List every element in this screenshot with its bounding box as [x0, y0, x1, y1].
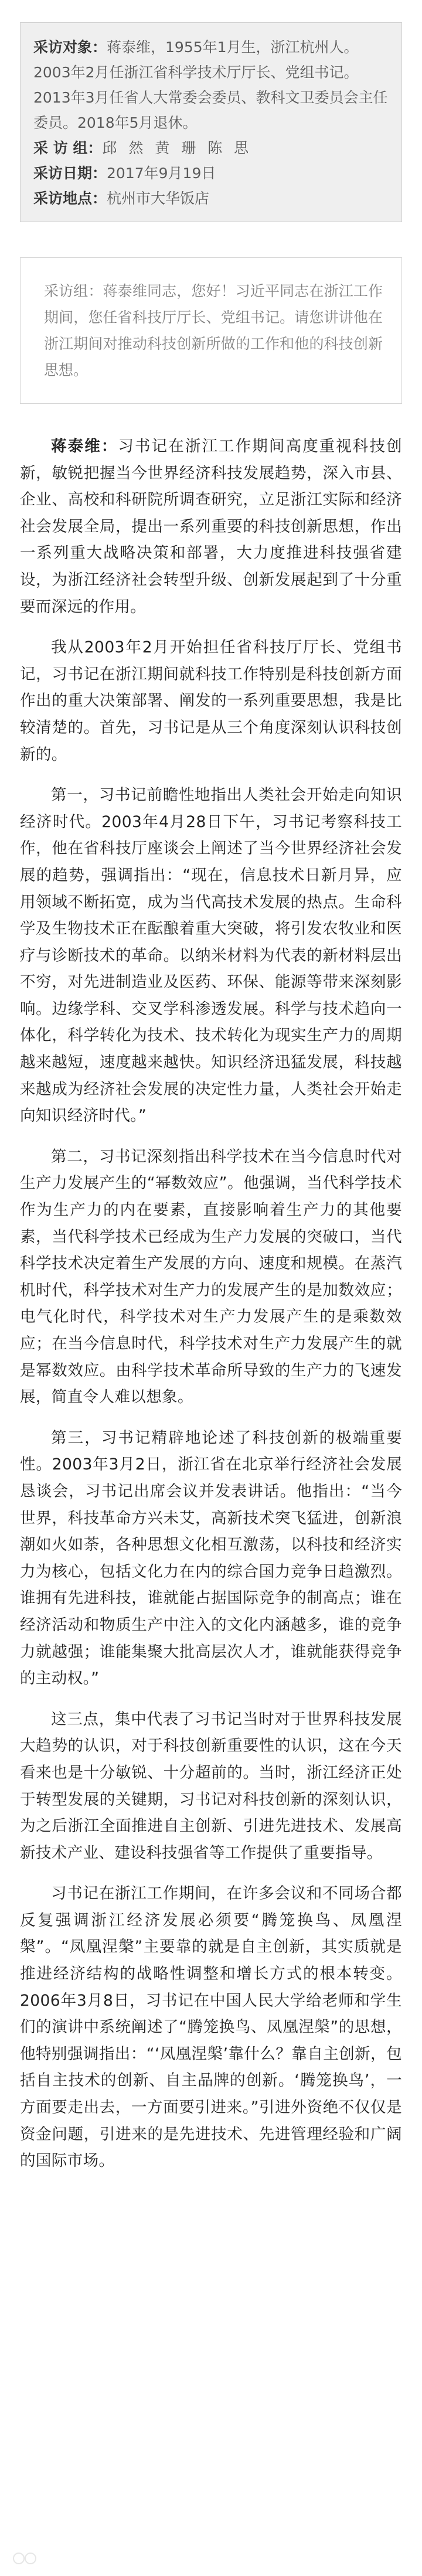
speaker-name: 蒋泰维： [51, 437, 118, 455]
info-label: 采访日期： [33, 165, 107, 182]
interview-question-box: 采访组：蒋泰维同志，您好！习近平同志在浙江工作期间，您任省科技厅厅长、党组书记。请您讲讲他在浙江期间对推动科技创新所做的工作和他的科技创新思想。 [20, 257, 402, 404]
article-paragraph: 我从2003年2月开始担任省科技厅厅长、党组书记，习书记在浙江期间就科技工作特别是科技创新方面作出的重大决策部署、阐发的一系列重要思想，我是比较清楚的。首先，习书记是从三个角度深刻认识科技创新的。 [20, 638, 402, 764]
article-paragraph: 第二，习书记深刻指出科学技术在当今信息时代对生产力发展产生的“幂数效应”。他强调，当代科学技术作为生产力的内在要素，直接影响着生产力的其他要素，当代科学技术已经成为生产力发展的突破口，当代科学技术决定着生产发展的方向、速度和规模。在蒸汽机时代，科学技术对生产力的发展产生的是加数效应；电气化时代，科学技术对生产力发展产生的是乘数效应；在当今信息时代，科学技术对生产力发展产生的就是幂数效应。由科学技术革命所导致的生产力的飞速发展，简直令人难以想象。 [20, 1147, 402, 1407]
info-row-subject [33, 35, 390, 135]
info-value: 2017年9月19日 [107, 165, 216, 182]
info-value: 蒋泰维，1955年1月生，浙江杭州人。2003年2月任浙江省科学技术厅厅长、党组书记。2013年3月任省人大常委会委员、教科文卫委员会主任委员。2018年5月退休。 [33, 39, 388, 131]
info-value: 杭州市大华饭店 [107, 190, 210, 207]
article-body [20, 433, 402, 2175]
article-paragraph: 第三，习书记精辟地论述了科技创新的极端重要性。2003年3月2日，浙江省在北京举行经济社会发展恳谈会，习书记出席会议并发表讲话。他指出：“当今世界，科技革命方兴未艾，高新技术突飞猛进，创新浪潮如火如荼，各种思想文化相互激荡，以科技和经济实力为核心，包括文化力在内的综合国力竞争日趋激烈。谁拥有先进科技，谁就能占据国际竞争的制高点；谁在经济活动和物质生产中注入的文化内涵越多，谁的竞争力就越强；谁能集聚大批高层次人才，谁就能获得竞争的主动权。” [20, 1428, 402, 1688]
article-paragraph: 习书记在浙江工作期间，在许多会议和不同场合都反复强调浙江经济发展必须要“腾笼换鸟、凤凰涅槃”。“凤凰涅槃”主要靠的就是自主创新，其实质就是推进经济结构的战略性调整和增长方式的根本转变。2006年3月8日，习书记在中国人民大学给老师和学生们的演讲中系统阐述了“腾笼换鸟、凤凰涅槃”的思想，他特别强调指出：“‘凤凰涅槃’靠什么？靠自主创新，包括自主技术的创新、自主品牌的创新。‘腾笼换鸟’，一方面要走出去，一方面要引进来。”引进外资绝不仅仅是资金问题，引进来的是先进技术、先进管理经验和广阔的国际市场。 [20, 1884, 402, 2170]
info-label: 采访对象： [33, 39, 107, 56]
article-paragraph [20, 433, 402, 620]
interview-info-card [20, 22, 402, 222]
info-row-team [33, 135, 390, 161]
info-label: 采 访 组： [33, 139, 103, 156]
info-label: 采访地点： [33, 190, 107, 207]
watermark-logo-icon [12, 2550, 47, 2567]
info-row-location [33, 186, 390, 211]
article-paragraph: 这三点，集中代表了习书记当时对于世界科技发展大趋势的认识，对于科技创新重要性的认识，这在今天看来也是十分敏锐、十分超前的。当时，浙江经济正处于转型发展的关键期，习书记对科技创新的深刻认识，为之后浙江全面推进自主创新、引进先进技术、发展高新技术产业、建设科技强省等工作提供了重要指导。 [20, 1710, 402, 1862]
info-row-date [33, 161, 390, 186]
info-value: 邱 然 黄 珊 陈 思 [102, 139, 253, 156]
article-paragraph: 第一，习书记前瞻性地指出人类社会开始走向知识经济时代。2003年4月28日下午，习书记考察科技工作，他在省科技厅座谈会上阐述了当今世界经济社会发展的趋势，强调指出：“现在，信息技术日新月异，应用领域不断拓宽，成为当代高技术发展的热点。生命科学及生物技术正在酝酿着重大突破，将引发农牧业和医疗与诊断技术的革命。以纳米材料为代表的新材料层出不穷，对先进制造业及医药、环保、能源等带来深刻影响。边缘学科、交叉学科渗透发展。科学与技术趋向一体化，科学转化为技术、技术转化为现实生产力的周期越来越短，速度越来越快。知识经济迅猛发展，科技越来越成为经济社会发展的决定性力量，人类社会开始走向知识经济时代。” [20, 786, 402, 1125]
paragraph-text: 习书记在浙江工作期间高度重视科技创新，敏锐把握当今世界经济科技发展趋势，深入市县、企业、高校和科研院所调查研究，立足浙江实际和经济社会发展全局，提出一系列重要的科技创新思想，作出一系列重大战略决策和部署，大力度推进科技强省建设，为浙江经济社会转型升级、创新发展起到了十分重要而深远的作用。 [20, 437, 402, 616]
